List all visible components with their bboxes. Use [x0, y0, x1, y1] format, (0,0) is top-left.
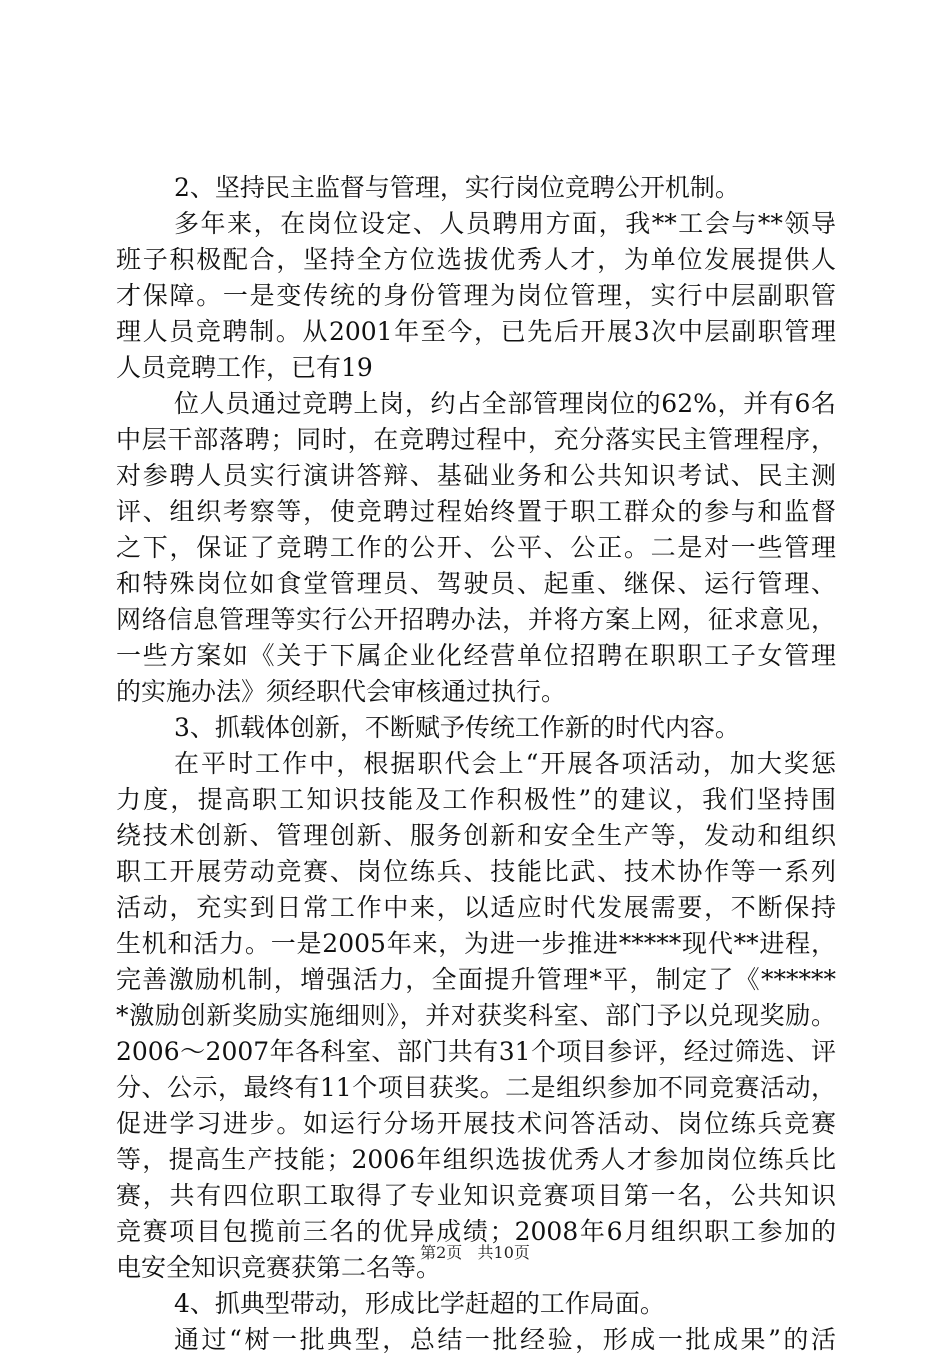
- text-line: 理人员竞聘制。从2001年至今，已先后开展3次中层副职管理: [116, 317, 836, 346]
- text-line: 多年来，在岗位设定、人员聘用方面，我**工会与**领导: [174, 209, 836, 238]
- text-line: 力度，提高职工知识技能及工作积极性”的建议，我们坚持围: [116, 785, 836, 814]
- page-total: 共10页: [477, 1243, 530, 1262]
- text-line: 活动，充实到日常工作中来，以适应时代发展需要，不断保持: [116, 893, 836, 922]
- text-line: 促进学习进步。如运行分场开展技术问答活动、岗位练兵竞赛: [116, 1109, 836, 1138]
- body-text: [116, 170, 836, 1358]
- text-line: *激励创新奖励实施细则》，并对获奖科室、部门予以兑现奖励。: [116, 1001, 836, 1030]
- text-line: 和特殊岗位如食堂管理员、驾驶员、起重、继保、运行管理、: [116, 569, 836, 598]
- text-line: 完善激励机制，增强活力，全面提升管理*平，制定了《******: [116, 965, 836, 994]
- text-line: 人员竞聘工作，已有19: [116, 353, 373, 382]
- page-number: 第2页: [420, 1243, 463, 1262]
- text-line: 班子积极配合，坚持全方位选拔优秀人才，为单位发展提供人: [116, 245, 836, 274]
- footer-separator: [467, 1243, 472, 1262]
- text-line: 等，提高生产技能；2006年组织选拔优秀人才参加岗位练兵比: [116, 1145, 836, 1174]
- text-line: 赛，共有四位职工取得了专业知识竞赛项目第一名，公共知识: [116, 1181, 836, 1210]
- text-line: 才保障。一是变传统的身份管理为岗位管理，实行中层副职管: [116, 281, 836, 310]
- text-line: 分、公示，最终有11个项目获奖。二是组织参加不同竞赛活动，: [116, 1073, 836, 1102]
- text-line: 绕技术创新、管理创新、服务创新和安全生产等，发动和组织: [116, 821, 836, 850]
- section-heading: 3、抓载体创新，不断赋予传统工作新的时代内容。: [174, 713, 740, 742]
- text-line: 2006～2007年各科室、部门共有31个项目参评，经过筛选、评: [116, 1037, 836, 1066]
- text-line: 的实施办法》须经职代会审核通过执行。: [116, 677, 567, 706]
- text-line: 位人员通过竞聘上岗，约占全部管理岗位的62%，并有6名: [174, 389, 836, 418]
- page-footer: [0, 1243, 950, 1263]
- text-line: 之下，保证了竞聘工作的公开、公平、公正。二是对一些管理: [116, 533, 836, 562]
- section-heading: 4、抓典型带动，形成比学赶超的工作局面。: [174, 1289, 665, 1318]
- text-line: 网络信息管理等实行公开招聘办法，并将方案上网，征求意见，: [116, 605, 836, 634]
- text-line: 职工开展劳动竞赛、岗位练兵、技能比武、技术协作等一系列: [116, 857, 836, 886]
- text-line: 生机和活力。一是2005年来，为进一步推进*****现代**进程，: [116, 929, 836, 958]
- text-line: 评、组织考察等，使竞聘过程始终置于职工群众的参与和监督: [116, 497, 836, 526]
- text-line: 通过“树一批典型，总结一批经验，形成一批成果”的活: [174, 1325, 836, 1354]
- section-heading: 2、坚持民主监督与管理，实行岗位竞聘公开机制。: [174, 173, 740, 202]
- text-line: 在平时工作中，根据职代会上“开展各项活动，加大奖惩: [174, 749, 836, 778]
- text-line: 一些方案如《关于下属企业化经营单位招聘在职职工子女管理: [116, 641, 836, 670]
- text-line: 中层干部落聘；同时，在竞聘过程中，充分落实民主管理程序，: [116, 425, 836, 454]
- text-line: 电安全知识竞赛获第二名等。: [116, 1253, 442, 1282]
- text-line: 对参聘人员实行演讲答辩、基础业务和公共知识考试、民主测: [116, 461, 836, 490]
- text-line: 竞赛项目包揽前三名的优异成绩；2008年6月组织职工参加的: [116, 1217, 836, 1246]
